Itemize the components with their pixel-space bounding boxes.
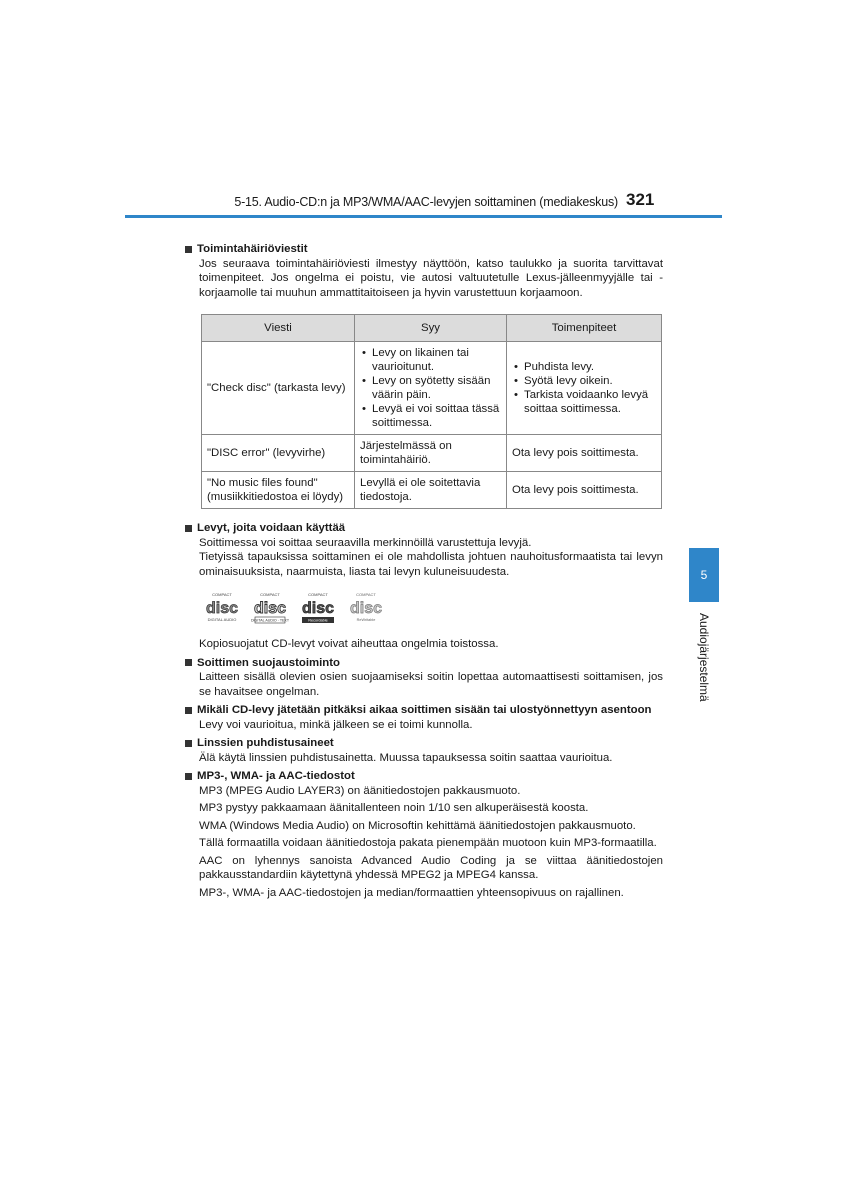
table-header-row (202, 315, 662, 342)
protection-paragraph: Laitteen sisällä olevien osien suojaamiseksi soitin lopettaa automaattisesti soittamisen, jos se havaitsee ongelman. (199, 671, 663, 698)
logo-main-text: disc (349, 600, 383, 617)
square-bullet-icon (185, 525, 192, 532)
files-paragraph: MP3 (MPEG Audio LAYER3) on äänitiedostojen pakkausmuoto. (199, 784, 521, 797)
section-heading (185, 736, 663, 751)
files-paragraph: WMA (Windows Media Audio) on Microsoftin kehittämä äänitiedostojen pakkausmuoto. (199, 819, 636, 832)
files-paragraph: AAC on lyhennys sanoista Advanced Audio Coding ja se viittaa äänitiedostojen pakkausstandardiin käytettynä yhdessä MPEG2 ja MPEG4 kanssa. (199, 854, 663, 881)
discs-paragraph: Tietyissä tapauksissa soittaminen ei ole mahdollista johtuen nauhoitusformaatista tai levyn ominaisuuksista, naarmuista, liasta tai levyn kuluneisuudesta. (199, 551, 663, 578)
compact-disc-digital-audio-logo (201, 591, 243, 625)
section-heading (185, 521, 663, 536)
action-list (512, 360, 656, 416)
cause-list (360, 346, 501, 430)
table-row (202, 342, 662, 435)
error-messages-table (201, 314, 662, 509)
section-title-disc-left: Mikäli CD-levy jätetään pitkäksi aikaa soittimen sisään tai ulostyönnettyyn asentoon (197, 704, 652, 716)
table-cell-message: "DISC error" (levyvirhe) (202, 435, 355, 472)
header-divider (125, 215, 722, 218)
discs-paragraph: Soittimessa voi soittaa seuraavilla merkinnöillä varustettuja levyjä. (199, 536, 532, 549)
section-title-cleaners: Linssien puhdistusaineet (197, 737, 334, 749)
page-header-title: 5-15. Audio-CD:n ja MP3/WMA/AAC-levyjen soittaminen (mediakeskus) (234, 195, 618, 209)
logo-main-text: disc (301, 600, 335, 617)
logo-top-text: COMPACT (260, 592, 280, 597)
table-header-cell: Toimenpiteet (507, 315, 662, 342)
discs-paragraph: Kopiosuojatut CD-levyt voivat aiheuttaa ongelmia toistossa. (199, 638, 499, 650)
list-item: • Levy on likainen tai vaurioitunut. (360, 346, 501, 374)
logo-main-text: disc (205, 600, 239, 617)
square-bullet-icon (185, 659, 192, 666)
section-heading (185, 769, 663, 784)
files-paragraph: MP3-, WMA- ja AAC-tiedostojen ja median/formaattien yhteensopivuus on rajallinen. (199, 886, 624, 899)
files-paragraph: MP3 pystyy pakkaamaan äänitallenteen noin 1/10 sen alkuperäisestä koosta. (199, 802, 589, 814)
section-title-protection: Soittimen suojaustoiminto (197, 656, 341, 669)
logo-bottom-text: Recordable (308, 618, 328, 623)
table-row (202, 472, 662, 509)
table-cell-action: Ota levy pois soittimesta. (507, 435, 662, 472)
files-paragraph: Tällä formaatilla voidaan äänitiedostoja pakata pienempään muotoon kuin MP3-formaatilla. (199, 837, 657, 849)
disc-left-paragraph: Levy voi vaurioitua, minkä jälkeen se ei toimi kunnolla. (199, 718, 473, 731)
chapter-tab: 5 (689, 548, 719, 602)
table-cell-action: Ota levy pois soittimesta. (507, 472, 662, 509)
logo-bottom-text: DIGITAL AUDIO (207, 617, 237, 622)
section-heading (185, 242, 663, 257)
cleaners-paragraph: Älä käytä linssien puhdistusainetta. Muussa tapauksessa soitin saattaa vaurioitua. (199, 751, 613, 764)
disc-logos (201, 591, 663, 625)
compact-disc-rewritable-logo (345, 591, 387, 625)
square-bullet-icon (185, 773, 192, 780)
compact-disc-recordable-logo (297, 591, 339, 625)
logo-top-text: COMPACT (308, 592, 328, 597)
logo-bottom-text: ReWritable (356, 618, 376, 622)
errors-intro: Jos seuraava toimintahäiriöviesti ilmestyy näyttöön, katso taulukko ja suorita tarvittavat toimenpiteet. Jos ongelma ei poistu, vie autosi valtuutetulle Lexus-jälleenmyyjälle tai -korjaamolle tai muuhun ammattitaitoiseen ja hyvin varustettuun korjaamoon. (199, 257, 663, 299)
list-item: • Levy on syötetty sisään väärin päin. (360, 374, 501, 402)
section-heading (185, 703, 663, 718)
square-bullet-icon (185, 246, 192, 253)
table-cell-cause: Levyllä ei ole soitettavia tiedostoja. (355, 472, 507, 509)
table-cell-actions (507, 342, 662, 435)
table-header-cell: Syy (355, 315, 507, 342)
compact-disc-text-logo (249, 591, 291, 625)
chapter-label: Audiojärjestelmä (697, 613, 711, 702)
list-item: • Tarkista voidaanko levyä soittaa soittimessa. (512, 388, 656, 416)
logo-top-text: COMPACT (356, 592, 376, 597)
list-item: • Syötä levy oikein. (512, 374, 656, 388)
square-bullet-icon (185, 740, 192, 747)
section-title-errors: Toimintahäiriöviestit (197, 243, 308, 255)
table-header-cell: Viesti (202, 315, 355, 342)
square-bullet-icon (185, 707, 192, 714)
section-title-discs: Levyt, joita voidaan käyttää (197, 522, 346, 534)
list-item: • Levyä ei voi soittaa tässä soittimessa. (360, 402, 501, 430)
main-content (185, 238, 663, 900)
logo-top-text: COMPACT (212, 592, 232, 597)
list-item: • Puhdista levy. (512, 360, 656, 374)
page-number: 321 (626, 190, 655, 209)
table-cell-message: "No music files found" (musiikkitiedostoa ei löydy) (202, 472, 355, 509)
section-title-files: MP3-, WMA- ja AAC-tiedostot (197, 770, 355, 782)
table-cell-cause: Järjestelmässä on toimintahäiriö. (355, 435, 507, 472)
logo-bottom-text: DIGITAL AUDIO · TEXT (250, 618, 290, 623)
table-row (202, 435, 662, 472)
table-cell-message: "Check disc" (tarkasta levy) (202, 342, 355, 435)
table-cell-causes (355, 342, 507, 435)
logo-main-text: disc (253, 600, 287, 617)
section-heading (185, 656, 663, 671)
